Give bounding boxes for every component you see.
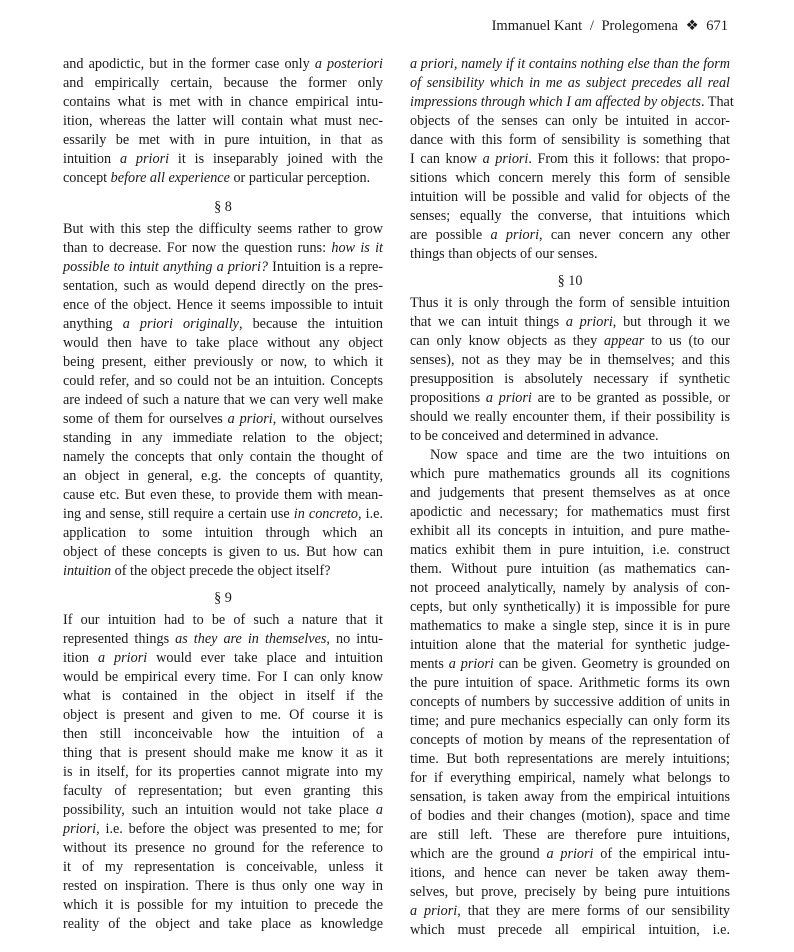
text-line: rested on inspiration. There is thus only one way in — [63, 878, 383, 894]
text-line: standing in any immediate relation to the object; — [63, 430, 383, 446]
text-line: priori, i.e. before the object was presented to me; for — [63, 821, 383, 837]
text-line: objects of the senses can only be intuited in accor- — [410, 113, 730, 129]
text-line: concepts of numbers by successive addition of units in — [410, 694, 730, 710]
header-work-title: Prolegomena — [601, 18, 678, 34]
text-line: could refer, and so could not be an intuition. Concepts — [63, 373, 383, 389]
text-line: essarily be met with in pure intuition, in that as — [63, 132, 383, 148]
text-line: mathematics to make a single step, since it is in pure — [410, 618, 730, 634]
header-ornament-icon: ❖ — [685, 18, 699, 34]
text-line: reality of the object and take place as knowledge — [63, 916, 383, 932]
text-line: ition, whereas the latter will contain what must nec- — [63, 113, 383, 129]
text-line: ing and sense, still require a certain use in concreto, i.e. — [63, 506, 383, 522]
text-line: selves, but prove, precisely by being pure intuitions — [410, 884, 730, 900]
text-line: dance with this form of sensibility is something that — [410, 132, 730, 148]
text-line: some of them for ourselves a priori, without ourselves — [63, 411, 383, 427]
text-line: are possible a priori, can never concern any other — [410, 227, 730, 243]
text-line: ition a priori would ever take place and intuition — [63, 650, 383, 666]
text-line: and empirically certain, because the former only — [63, 75, 383, 91]
text-line: thing that is present should make me know it as it — [63, 745, 383, 761]
text-line: concepts of motion by means of the representation of — [410, 732, 730, 748]
text-line: and judgements that present themselves as at once — [410, 485, 730, 501]
text-line: senses), not as they may be in themselves; and this — [410, 352, 730, 368]
text-line: faculty of representation; but even granting this — [63, 783, 383, 799]
text-line: which pure mathematics grounds all its cognitions — [410, 466, 730, 482]
text-line: contains what is met with in chance empirical intu- — [63, 94, 383, 110]
text-line: cause etc. But even these, to provide them with mean- — [63, 487, 383, 503]
text-line: possibility, such an intuition would not take place a — [63, 802, 384, 818]
text-line: can only know objects as they appear to us (to our — [410, 333, 730, 349]
text-line: of sensibility which in me as subject precedes all real — [410, 75, 730, 91]
text-line: propositions a priori are to be granted as possible, or — [410, 390, 730, 406]
text-line: what is contained in the object in itself if the — [63, 688, 383, 704]
text-line: not proceed analytically, namely by analysis of con- — [410, 580, 730, 596]
paragraph — [63, 611, 383, 934]
text-line: exhibit all its concepts in intuition, and pure mathe- — [410, 523, 730, 539]
text-line: them. Without pure intuition (as mathematics can- — [410, 561, 730, 577]
text-line: is in itself, for its properties cannot migrate into my — [63, 764, 383, 780]
text-line: things than objects of our senses. — [410, 246, 598, 262]
text-line: to be conceived and determined in advance. — [410, 428, 659, 444]
text-line: namely the concepts that only contain the thought of — [63, 449, 383, 465]
running-header — [492, 18, 728, 35]
paragraph — [63, 55, 383, 188]
text-line: it of my representation is conceivable, unless it — [63, 859, 383, 875]
text-line: being present, either previously or now, to which it — [63, 354, 383, 370]
text-line: a priori, that they are mere forms of our sensibility — [410, 903, 730, 919]
text-line: of bodies and their changes (motion), space and time — [410, 808, 730, 824]
text-line: sensation, is taken away from the empirical intuitions — [410, 789, 730, 805]
text-line: an object in general, e.g. the concepts of quantity, — [63, 468, 383, 484]
text-line: that we can intuit things a priori, but through it we — [410, 314, 730, 330]
text-line: should we really encounter them, if their possibility is — [410, 409, 730, 425]
text-line: and apodictic, but in the former case only a posteriori — [63, 56, 384, 72]
section-heading-8: § 8 — [214, 199, 232, 215]
text-line: represented things as they are in themselves, no intu- — [63, 631, 384, 647]
text-line: would be empirical every time. For I can only know — [63, 669, 383, 685]
text-line: intuition will be possible and valid for objects of the — [410, 189, 730, 205]
page-number: 671 — [706, 18, 728, 34]
section-heading-10: § 10 — [557, 273, 583, 289]
text-line: then still inconceivable how the intuition of a — [63, 726, 383, 742]
text-line: matics exhibit them in pure intuition, i.e. construct — [410, 542, 730, 558]
text-line: presupposition is absolutely necessary if synthetic — [410, 371, 730, 387]
text-line: a priori, namely if it contains nothing else than the form — [410, 56, 730, 72]
paragraph — [410, 55, 734, 264]
text-line: intuition of the object precede the object itself? — [63, 563, 331, 579]
right-column — [410, 55, 734, 940]
text-line: itions, and hence can never be taken away them- — [410, 865, 730, 881]
text-line: without its presence no ground for the reference to — [63, 840, 383, 856]
text-line: would then have to take place without any object — [63, 335, 383, 351]
text-line: apodictic and necessary; for mathematics must first — [410, 504, 730, 520]
text-line: senses; equally the converse, that intuitions which — [410, 208, 730, 224]
text-line: which are the ground a priori of the empirical intu- — [410, 846, 730, 862]
text-line: impressions through which I am affected by objects. That — [410, 94, 734, 110]
text-line: application to some intuition through which an — [63, 525, 383, 541]
text-line: intuition a priori it is inseparably joined with the — [63, 151, 383, 167]
section-heading-9: § 9 — [214, 590, 232, 606]
text-line: for if everything empirical, namely what belongs to — [410, 770, 730, 786]
text-line: possible to intuit anything a priori? Intuition is a repre- — [63, 259, 383, 275]
text-line: concept before all experience or particular perception. — [63, 170, 371, 186]
text-line: I can know a priori. From this it follows: that propo- — [410, 151, 730, 167]
text-line: object is present and given to me. Of course it is — [63, 707, 383, 723]
text-line: time; and pure mechanics especially can only form its — [410, 713, 730, 729]
text-line: than to decrease. For now the question runs: how is it — [63, 240, 384, 256]
text-line: cepts, but only synthetically) it is impossible for pure — [410, 599, 730, 615]
text-line: Now space and time are the two intuitions on — [430, 447, 730, 463]
text-line: Thus it is only through the form of sensible intuition — [410, 295, 730, 311]
paragraph — [410, 294, 730, 446]
text-line: ments a priori can be given. Geometry is grounded on — [410, 656, 730, 672]
left-column — [63, 55, 383, 934]
text-line: object of these concepts is given to us. But how can — [63, 544, 383, 560]
text-line: If our intuition had to be of such a nature that it — [63, 612, 383, 628]
text-line: which must precede all empirical intuition, i.e. — [410, 922, 730, 938]
paragraph — [410, 446, 730, 940]
text-line: the pure intuition of space. Arithmetic forms its own — [410, 675, 730, 691]
text-line: sitions which concern merely this form of sensible — [410, 170, 730, 186]
text-line: sentation, such as would depend directly on the pres- — [63, 278, 383, 294]
paragraph — [63, 220, 383, 581]
text-line: anything a priori originally, because the intuition — [63, 316, 383, 332]
text-line: time. But both representations are merely intuitions; — [410, 751, 730, 767]
header-author: Immanuel Kant — [491, 18, 583, 34]
text-line: But with this step the difficulty seems rather to grow — [63, 221, 383, 237]
header-separator: / — [589, 18, 594, 34]
text-line: are still left. These are therefore pure intuitions, — [410, 827, 730, 843]
text-line: intuition alone that the material for synthetic judge- — [410, 637, 730, 653]
text-line: which it is possible for my intuition to precede the — [63, 897, 383, 913]
text-line: ence of the object. Hence it seems impossible to intuit — [63, 297, 383, 313]
text-line: are indeed of such a nature that we can very well make — [63, 392, 383, 408]
